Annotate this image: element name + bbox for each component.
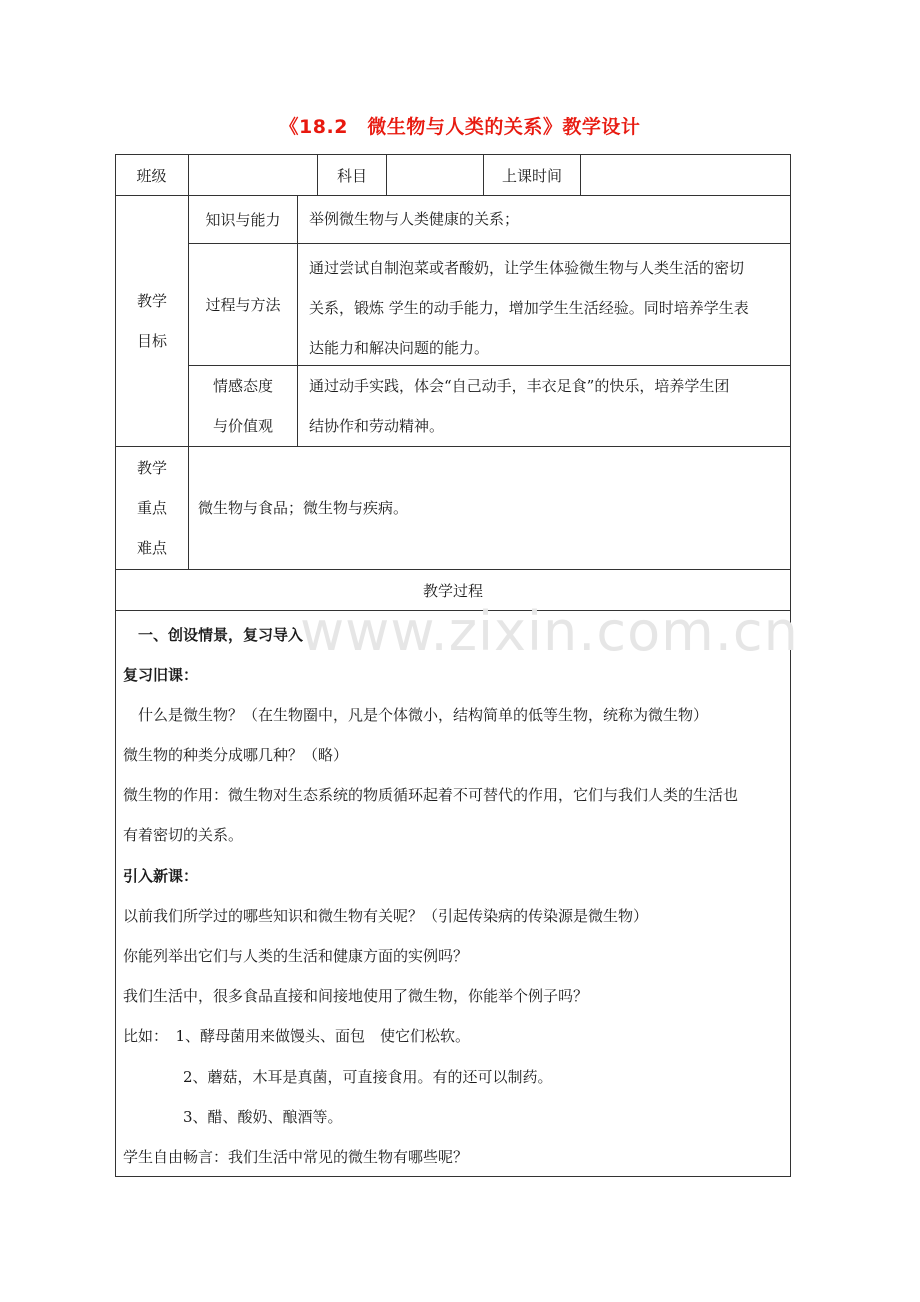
- teaching-goals-label: [116, 196, 188, 446]
- emotion-values-text: [309, 366, 789, 446]
- emotion-line: 通过动手实践，体会“自己动手，丰衣足食”的快乐，培养学生团: [309, 377, 730, 395]
- key-points-label-line: 难点: [136, 539, 167, 557]
- intro-line: 你能列举出它们与人类的生活和健康方面的实例吗？: [123, 947, 469, 965]
- class-value-field[interactable]: [189, 155, 317, 195]
- key-points-label-line: 教学: [136, 459, 167, 477]
- process-method-label: 过程与方法: [205, 296, 281, 314]
- review-heading: 复习旧课：: [123, 666, 199, 684]
- subject-label: 科目: [336, 166, 367, 185]
- goals-label-line: 目标: [136, 332, 167, 350]
- review-line: 什么是微生物？（在生物圈中，凡是个体微小，结构简单的低等生物，统称为微生物）: [123, 706, 709, 724]
- review-line: 有着密切的关系。: [123, 826, 244, 844]
- subject-value-field[interactable]: [387, 155, 483, 195]
- intro-heading: 引入新课：: [123, 867, 199, 885]
- knowledge-text: 举例微生物与人类健康的关系；: [309, 210, 520, 228]
- process-line: 关系，锻炼 学生的动手能力，增加学生生活经验。同时培养学生表: [309, 299, 749, 317]
- table-border-bottom: [115, 1176, 791, 1177]
- time-label: 上课时间: [501, 166, 562, 185]
- key-points-label-line: 重点: [136, 499, 167, 517]
- intro-line: 我们生活中，很多食品直接和间接地使用了微生物，你能举个例子吗？: [123, 987, 589, 1005]
- emotion-line: 结协作和劳动精神。: [309, 417, 445, 435]
- key-points-label: [116, 447, 188, 569]
- emotion-label-line: 与价值观: [212, 417, 273, 435]
- emotion-values-label: [189, 366, 297, 446]
- col-divider: [188, 446, 189, 570]
- teaching-process-header: 教学过程: [422, 581, 483, 600]
- review-line: 微生物的种类分成哪几种？（略）: [123, 746, 349, 764]
- knowledge-label: 知识与能力: [205, 211, 281, 229]
- intro-line: 3、醋、酸奶、酿酒等。: [123, 1108, 343, 1126]
- table-border-right: [790, 154, 791, 1177]
- process-line: 通过尝试自制泡菜或者酸奶，让学生体验微生物与人类生活的密切: [309, 259, 745, 277]
- review-line: 微生物的作用：微生物对生态系统的物质循环起着不可替代的作用，它们与我们人类的生活也: [123, 786, 739, 804]
- class-label: 班级: [136, 166, 167, 185]
- intro-line: 以前我们所学过的哪些知识和微生物有关呢？（引起传染病的传染源是微生物）: [123, 907, 649, 925]
- intro-line: 学生自由畅言：我们生活中常见的微生物有哪些呢？: [123, 1148, 469, 1166]
- document-title: 《18.2 微生物与人类的关系》教学设计: [279, 116, 641, 138]
- watermark: www.zixin.com.cn: [300, 600, 799, 663]
- key-points-text: 微生物与食品；微生物与疾病。: [198, 499, 409, 517]
- intro-line: 比如： 1、酵母菌用来做馒头、面包 使它们松软。: [123, 1027, 471, 1045]
- intro-line: 2、蘑菇，木耳是真菌，可直接食用。有的还可以制药。: [123, 1068, 553, 1086]
- process-method-text: [309, 244, 789, 365]
- time-value-field[interactable]: [581, 155, 790, 195]
- col-divider: [297, 195, 298, 447]
- process-line: 达能力和解决问题的能力。: [309, 339, 490, 357]
- goals-label-line: 教学: [136, 292, 167, 310]
- emotion-label-line: 情感态度: [212, 377, 273, 395]
- section-heading: 一、创设情景，复习导入: [138, 626, 304, 644]
